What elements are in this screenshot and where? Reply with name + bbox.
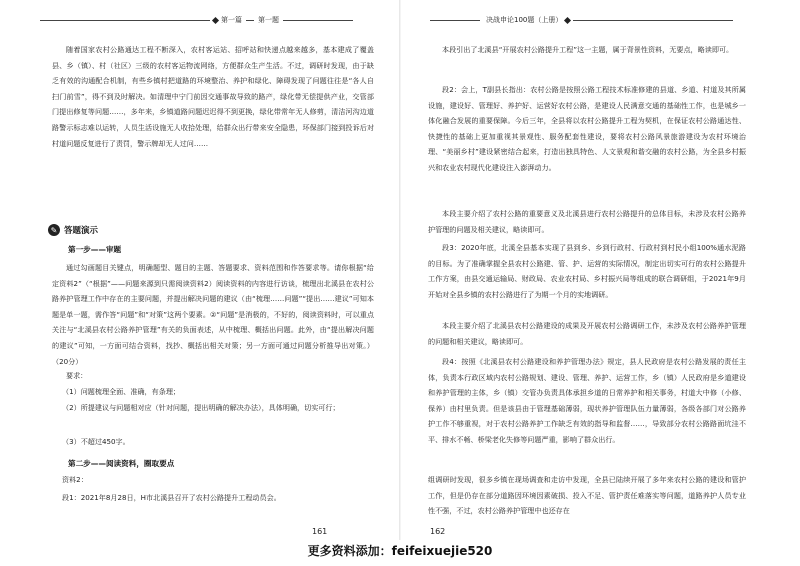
footer-contact: 更多资料添加：feifeixuejie520 [307, 544, 493, 558]
material-paragraph-4-continued: 组调研时发现，很多乡镇在现场调查和走访中发现，全县已陆续开展了多年来农村公路的建设和管护工作，但是仍存在部分道路因环境因素破损、投入不足、管护责任难落实等问题，道路养护人员专业性不强，不过，农村公路养护管理中也还存在 [428, 475, 746, 516]
header-rule [246, 20, 254, 21]
material-label: 资料2： [62, 475, 88, 484]
header-rule [40, 20, 210, 21]
intro-paragraph: 随着国家农村公路通达工程不断深入，农村客运站、招呼站和快递点越来越多，基本建成了覆盖县、乡（镇）、村（社区）三级的农村客运物流网络，方便群众生产生活。不过，调研时发现，由于缺乏有效的沟通配合机制，有些乡镇村把道路的环境整治、养护和绿化、障碍发现了问题往往是“各人自扫门前雪”，得不到及时解决。如清理中宁门前因交通事故导致的路产，绿化带无偿提供产业，交管部门提出修复等问题……，多年来，乡镇道路问题迟迟得不到更换，绿化带常年无人修剪，清洁河沟边道路警示标志难以运转，人员生活设施无人收拾处理，给群众出行带来安全隐患，环保部门接到投诉后对村道问题反复进行了责罚，警示牌却无人过问…… [52, 45, 374, 148]
header-rule [283, 20, 353, 21]
right-running-header [430, 15, 770, 25]
diamond-icon [212, 16, 219, 23]
requirement-2: （2）所提建议与问题相对应（针对问题，提出明确的解决办法），具体明确，切实可行； [62, 403, 340, 412]
right-page [400, 0, 800, 540]
requirement-3: （3）不超过450字。 [62, 437, 130, 446]
left-running-header [40, 15, 370, 25]
left-page [0, 0, 400, 540]
diamond-icon [564, 16, 571, 23]
requirements-label: 要求： [66, 371, 88, 380]
note-3: 本段主要介绍了北溪县农村公路建设的成果及开展农村公路调研工作，未涉及农村公路养护管理的问题和相关建议，略读即可。 [428, 321, 746, 346]
section-title: 答题演示 [64, 226, 99, 236]
step1-paragraph: 通过勾画题目关键点，明确题型、题目的主题、答题要求、资料范围和作答要求等。请你根据“给定资料2”（“根据”——问题来源到只需阅读资料2）阅读资料的内容进行访谈，梳理出北溪县在农村公路养护管理工作中存在的主要问题，并提出解决问题的建议（由“梳理……问题”“提出……建议”可知本题是单一题，需作答“问题”和“对策”这两个要素。②“问题”是消极的，不好的，阅读资料时，可以重点关注与“北溪县农村公路养护管理”有关的负面表述，从中梳理、概括出问题。此外，由“提出解决问题的建议”可知，一方面可结合资料，找抄、概括出相关对策；另一方面可通过问题分析推导出对策。）（20分） [52, 263, 374, 366]
header-subsection: 第一题 [258, 16, 279, 24]
material-paragraph-4: 段4：按照《北溪县农村公路建设和养护管理办法》规定，县人民政府是农村公路发展的责任主体，负责本行政区域内农村公路规划、建设、管理、养护、运营工作，乡（镇）人民政府是乡道建设和养护管理的主体，乡（镇）交管办负责具体承担乡道的日常养护和相关事务，村道大中修（小修、保养）由村里负责。但是该县由于管理基础薄弱，现状养护管理队伍力量薄弱，各级各部门对公路养护工作不够重视，对于农村公路养护工作缺乏有效的指导和监督……，导致部分农村公路路面坑洼不平、排水不畅、桥梁老化失修等问题严重，影响了群众出行。 [428, 357, 746, 444]
material-paragraph-3: 段3：2020年底，北溪全县基本实现了县到乡、乡到行政村、行政村到村民小组100%通水泥路的目标。为了准确掌握全县农村公路建、管、护、运营的实际情况，制定出切实可行的农村公路提升工作方案，由县交通运输局、财政局、农业农村局、乡村振兴局等组成的联合调研组，于2021年9月开始对全县乡镇的农村公路进行了为期一个月的实地调研。 [428, 243, 746, 299]
step1-title: 第一步——审题 [68, 245, 122, 254]
section-heading [48, 224, 98, 236]
header-rule [573, 20, 733, 21]
material-paragraph-1: 段1：2021年8月28日，H市北溪县召开了农村公路提升工程动员会。 [62, 493, 281, 502]
step2-title: 第二步——阅读资料，圈取要点 [68, 459, 175, 468]
page-number: 162 [430, 527, 446, 536]
header-rule [430, 20, 480, 21]
pencil-icon: ✎ [48, 224, 60, 236]
requirement-1: （1）问题梳理全面、准确，有条理； [62, 387, 181, 396]
material-paragraph-2: 段2：会上，T副县长指出：农村公路是按照公路工程技术标准修建的县道、乡道、村道及其所属设施，建设好、管理好、养护好、运营好农村公路，是建设人民满意交通的基础性工作，也是城乡一体化融合发展的重要保障。今后三年，全县将以农村公路提升工程为契机，在保证农村公路通达性、快捷性的基础上更加重视其景观性、服务配套性建设，要将农村公路风景旅游建设为农村环境治理、“美丽乡村”建设紧密结合起来，打造出独具特色、人文景观和谐交融的农村公路，为全县乡村振兴和农业农村现代化建设注入澎湃动力。 [428, 85, 746, 172]
page-number: 161 [312, 527, 328, 536]
note-1: 本段引出了北溪县“开展农村公路提升工程”这一主题，属于背景性资料，无要点，略读即可。 [442, 45, 734, 54]
note-2: 本段主要介绍了农村公路的重要意义及北溪县进行农村公路提升的总体目标，未涉及农村公路养护管理的问题及相关建议，略读即可。 [428, 209, 746, 234]
header-section: 第一篇 [221, 16, 242, 24]
header-title: 决战申论100题（上册） [486, 16, 563, 24]
